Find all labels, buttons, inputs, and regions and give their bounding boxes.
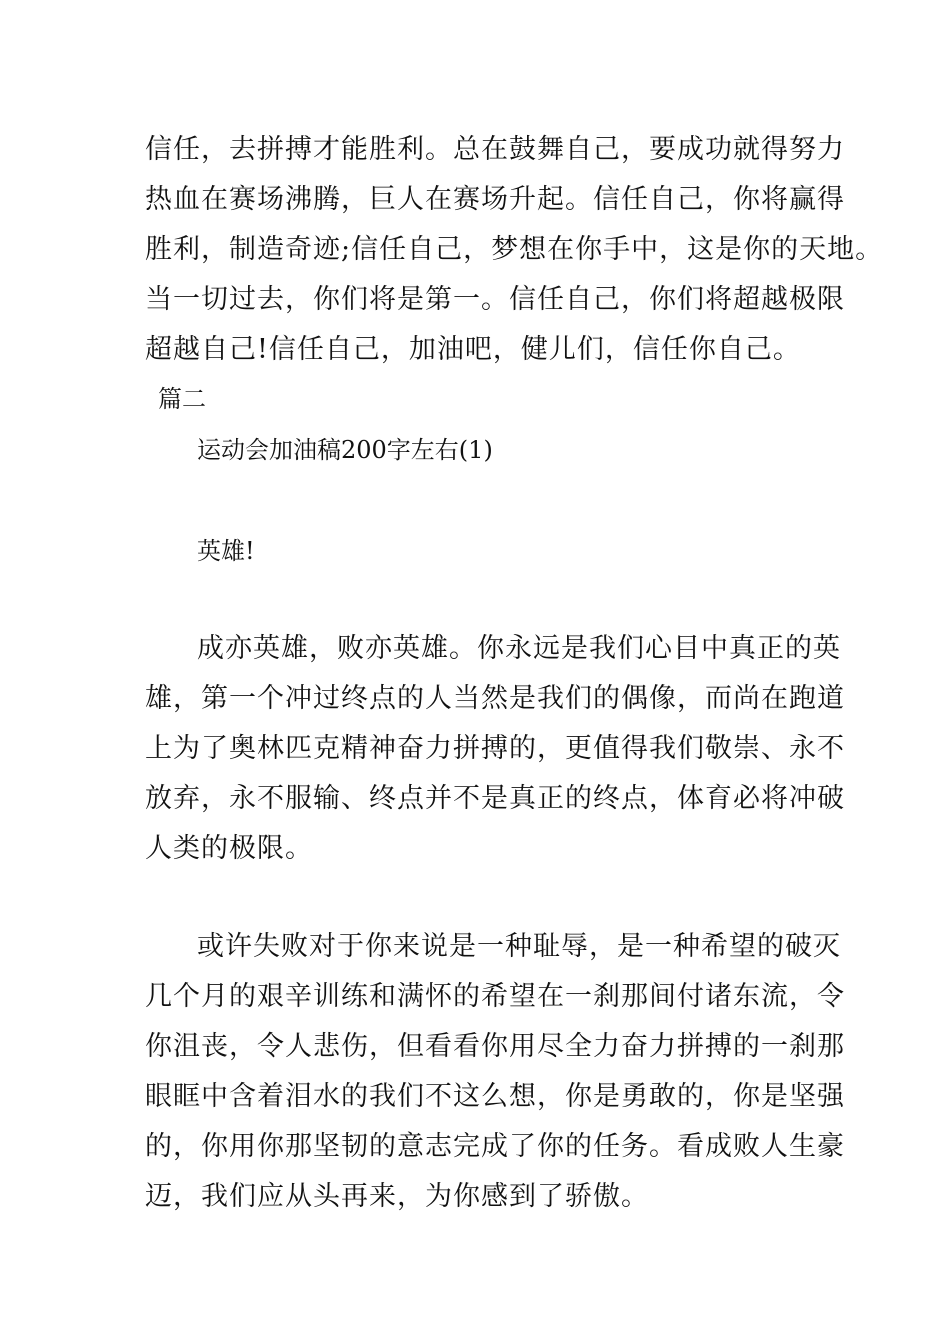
section-label: 篇二 bbox=[158, 385, 206, 413]
paragraph-2-line-3: 上为了奥林匹克精神奋力拼搏的，更值得我们敬崇、永不 bbox=[145, 733, 845, 764]
paragraph-1-line-3: 胜利，制造奇迹;信任自己，梦想在你手中，这是你的天地。 bbox=[145, 234, 884, 265]
heading: 英雄! bbox=[197, 537, 255, 565]
paragraph-2-line-4: 放弃，永不服输、终点并不是真正的终点，体育必将冲破 bbox=[145, 783, 845, 814]
paragraph-2-line-5: 人类的极限。 bbox=[145, 833, 313, 864]
paragraph-1-line-1: 信任，去拼搏才能胜利。总在鼓舞自己，要成功就得努力 bbox=[145, 134, 845, 165]
paragraph-3-line-3: 你沮丧，令人悲伤，但看看你用尽全力奋力拼搏的一刹那 bbox=[145, 1031, 845, 1062]
paragraph-3-line-1: 或许失败对于你来说是一种耻辱，是一种希望的破灭 bbox=[197, 931, 841, 962]
paragraph-3-line-5: 的，你用你那坚韧的意志完成了你的任务。看成败人生豪 bbox=[145, 1131, 845, 1162]
paragraph-3-line-4: 眼眶中含着泪水的我们不这么想，你是勇敢的，你是坚强 bbox=[145, 1081, 845, 1112]
paragraph-2-line-1: 成亦英雄，败亦英雄。你永远是我们心目中真正的英 bbox=[197, 633, 841, 664]
paragraph-3-line-2: 几个月的艰辛训练和满怀的希望在一刹那间付诸东流，令 bbox=[145, 981, 845, 1012]
paragraph-1-line-4: 当一切过去，你们将是第一。信任自己，你们将超越极限 bbox=[145, 284, 845, 315]
paragraph-2-line-2: 雄，第一个冲过终点的人当然是我们的偶像，而尚在跑道 bbox=[145, 683, 845, 714]
paragraph-1-line-5: 超越自己!信任自己，加油吧，健儿们，信任你自己。 bbox=[145, 334, 801, 365]
paragraph-3-line-6: 迈，我们应从头再来，为你感到了骄傲。 bbox=[145, 1181, 649, 1212]
subtitle: 运动会加油稿200字左右(1) bbox=[197, 436, 493, 464]
paragraph-1-line-2: 热血在赛场沸腾，巨人在赛场升起。信任自己，你将赢得 bbox=[145, 184, 845, 215]
